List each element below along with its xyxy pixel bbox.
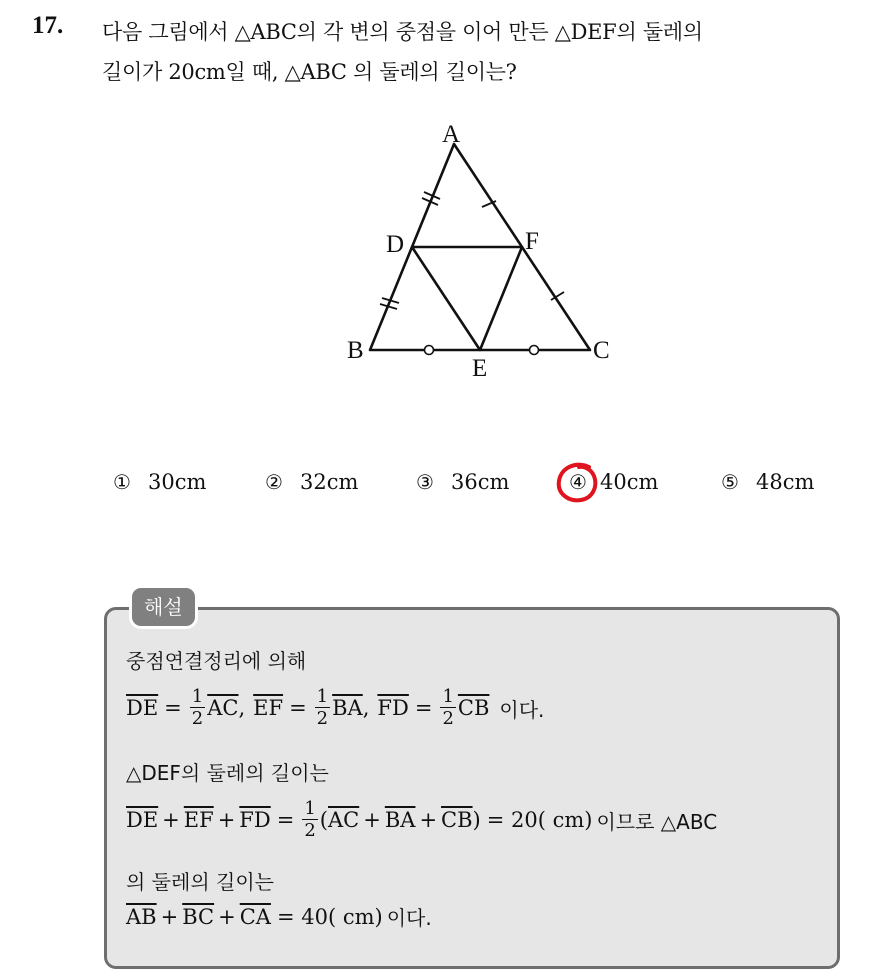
circle-mark-be — [425, 346, 434, 355]
choice-value: 48cm — [756, 470, 815, 494]
solution-line-2: $\overline{DE}$ = $\frac{1}{2}$ $\overline{AC}$ , $\overline{EF}$ = $\frac{1}{2}$ $\overline{BA}$ , $\overline{FD}$ = $\frac{1}{2}$ $\overline{CB}$ 이다. — [126, 686, 545, 729]
label-c: C — [593, 337, 610, 364]
label-d: D — [386, 231, 405, 258]
question-text-line-1: 다음 그림에서 △ABC의 각 변의 중점을 이어 만든 △DEF의 둘레의 — [102, 20, 703, 44]
label-b: B — [347, 337, 364, 364]
choice-4[interactable] — [566, 470, 658, 494]
choice-2[interactable] — [262, 470, 358, 494]
choice-marker: ⑤ — [721, 470, 739, 494]
label-a: A — [442, 121, 461, 148]
selected-circle-mark — [553, 458, 603, 508]
fraction-half: $\frac{1}{2}$ — [442, 686, 454, 729]
choice-3[interactable] — [413, 470, 509, 494]
solution-line-3: △DEF의 둘레의 길이는 — [126, 761, 329, 785]
choice-1[interactable] — [110, 470, 206, 494]
triangle-figure — [330, 110, 640, 390]
solution-line-5: 의 둘레의 길이는 — [126, 870, 274, 894]
solution-tag: 해설 — [129, 585, 198, 629]
answer-choices — [100, 470, 840, 510]
choice-marker: ④ — [566, 470, 590, 494]
choice-marker: ③ — [416, 470, 434, 494]
choice-marker: ① — [113, 470, 131, 494]
choice-marker: ② — [265, 470, 283, 494]
fraction-half: $\frac{1}{2}$ — [316, 686, 329, 729]
circle-mark-ec — [530, 346, 539, 355]
label-f: F — [525, 228, 539, 255]
choice-value: 40cm — [600, 470, 659, 494]
choice-value: 36cm — [451, 470, 510, 494]
choice-5[interactable] — [718, 470, 814, 494]
fraction-half: $\frac{1}{2}$ — [304, 798, 316, 841]
fraction-half: $\frac{1}{2}$ — [191, 686, 204, 729]
solution-line-4: $\overline{DE}$ + $\overline{EF}$ + $\overline{FD}$ = $\frac{1}{2}$ ( $\overline{AC}$ + $\overline{BA}$ + $\overline{CB}$ ) = 20( cm) 이므로 △ABC — [126, 798, 718, 841]
triangle-def — [412, 247, 522, 350]
choice-value: 30cm — [148, 470, 207, 494]
triangle-diagram — [330, 110, 640, 390]
question-number: 17. — [32, 12, 64, 39]
choice-value: 32cm — [300, 470, 359, 494]
label-e: E — [472, 355, 488, 382]
solution-line-6: $\overline{AB}$ + $\overline{BC}$ + $\overline{CA}$ = 40( cm) 이다. — [126, 904, 432, 930]
solution-line-1: 중점연결정리에 의해 — [126, 649, 307, 673]
question-text-line-2: 길이가 20cm일 때, △ABC 의 둘레의 길이는? — [102, 60, 517, 84]
